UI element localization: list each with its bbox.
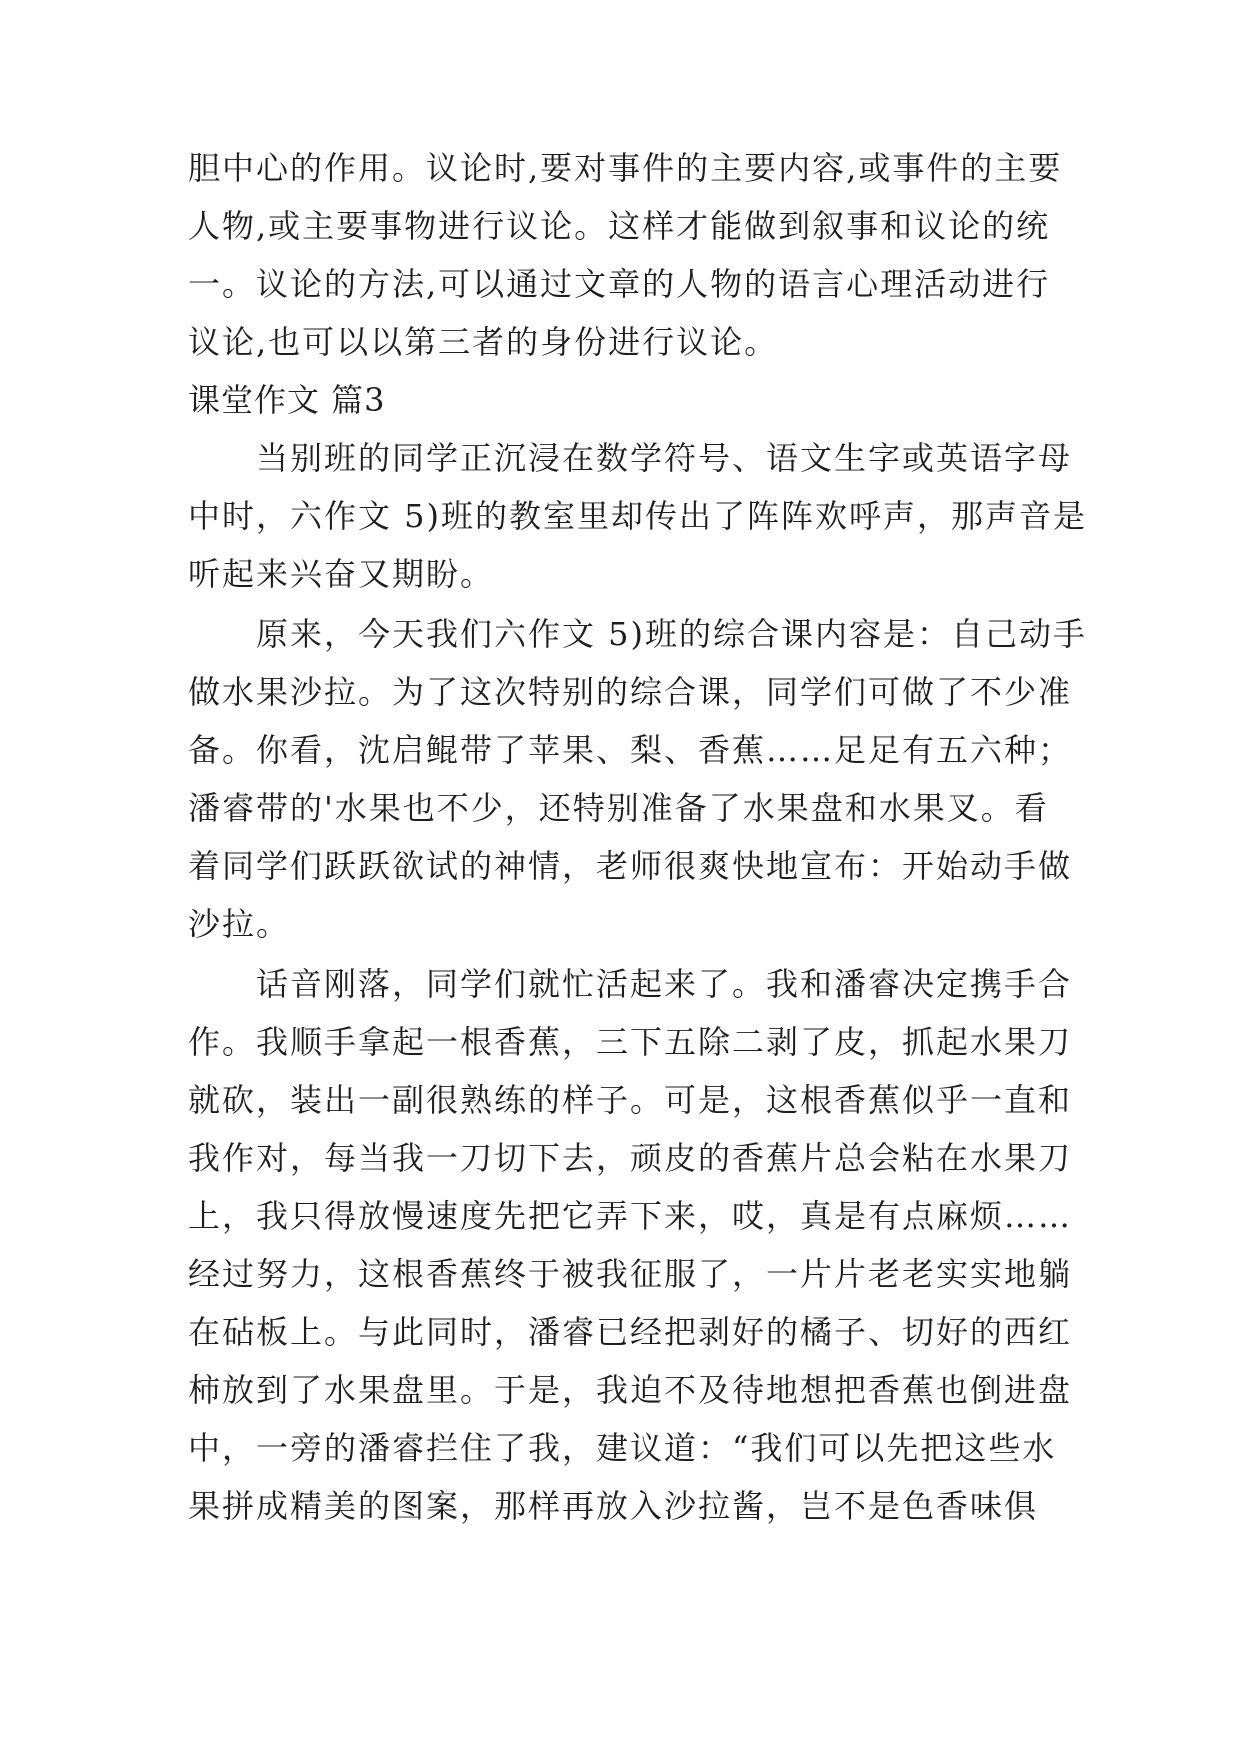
section-heading: 课堂作文 篇3: [188, 381, 386, 419]
text-line: 中时，六作文 5)班的教室里却传出了阵阵欢呼声，那声音是: [188, 497, 1088, 535]
text-line: 就砍，装出一副很熟练的样子。可是，这根香蕉似乎一直和: [188, 1081, 1073, 1119]
text-line: 做水果沙拉。为了这次特别的综合课，同学们可做了不少准: [188, 673, 1073, 711]
text-line: 胆中心的作用。议论时,要对事件的主要内容,或事件的主要: [188, 149, 1063, 187]
text-line: 中，一旁的潘睿拦住了我，建议道：“我们可以先把这些水: [188, 1429, 1057, 1467]
text-line: 我作对，每当我一刀切下去，顽皮的香蕉片总会粘在水果刀: [188, 1139, 1073, 1177]
paragraph-first-line: 当别班的同学正沉浸在数学符号、语文生字或英语字母: [256, 439, 1073, 477]
text-line: 在砧板上。与此同时，潘睿已经把剥好的橘子、切好的西红: [188, 1313, 1073, 1351]
paragraph-first-line: 话音刚落，同学们就忙活起来了。我和潘睿决定携手合: [256, 965, 1073, 1003]
paragraph-first-line: 原来，今天我们六作文 5)班的综合课内容是：自己动手: [256, 615, 1088, 653]
text-line: 潘睿带的'水果也不少，还特别准备了水果盘和水果叉。看: [188, 789, 1049, 827]
text-line: 备。你看，沈启鲲带了苹果、梨、香蕉……足足有五六种；: [188, 731, 1073, 769]
text-line: 柿放到了水果盘里。于是，我迫不及待地想把香蕉也倒进盘: [188, 1371, 1073, 1409]
text-line: 议论,也可以以第三者的身份进行议论。: [188, 323, 779, 361]
text-line: 沙拉。: [188, 905, 291, 943]
text-line: 经过努力，这根香蕉终于被我征服了，一片片老老实实地躺: [188, 1255, 1073, 1293]
text-line: 上，我只得放慢速度先把它弄下来，哎，真是有点麻烦……: [188, 1197, 1073, 1235]
text-line: 果拼成精美的图案，那样再放入沙拉酱，岂不是色香味俱: [188, 1487, 1039, 1525]
text-line: 着同学们跃跃欲试的神情，老师很爽快地宣布：开始动手做: [188, 847, 1073, 885]
text-line: 作。我顺手拿起一根香蕉，三下五除二剥了皮，抓起水果刀: [188, 1023, 1073, 1061]
text-line: 一。议论的方法,可以通过文章的人物的语言心理活动进行: [188, 265, 1051, 303]
text-line: 人物,或主要事物进行议论。这样才能做到叙事和议论的统: [188, 207, 1051, 245]
text-line: 听起来兴奋又期盼。: [188, 555, 495, 593]
